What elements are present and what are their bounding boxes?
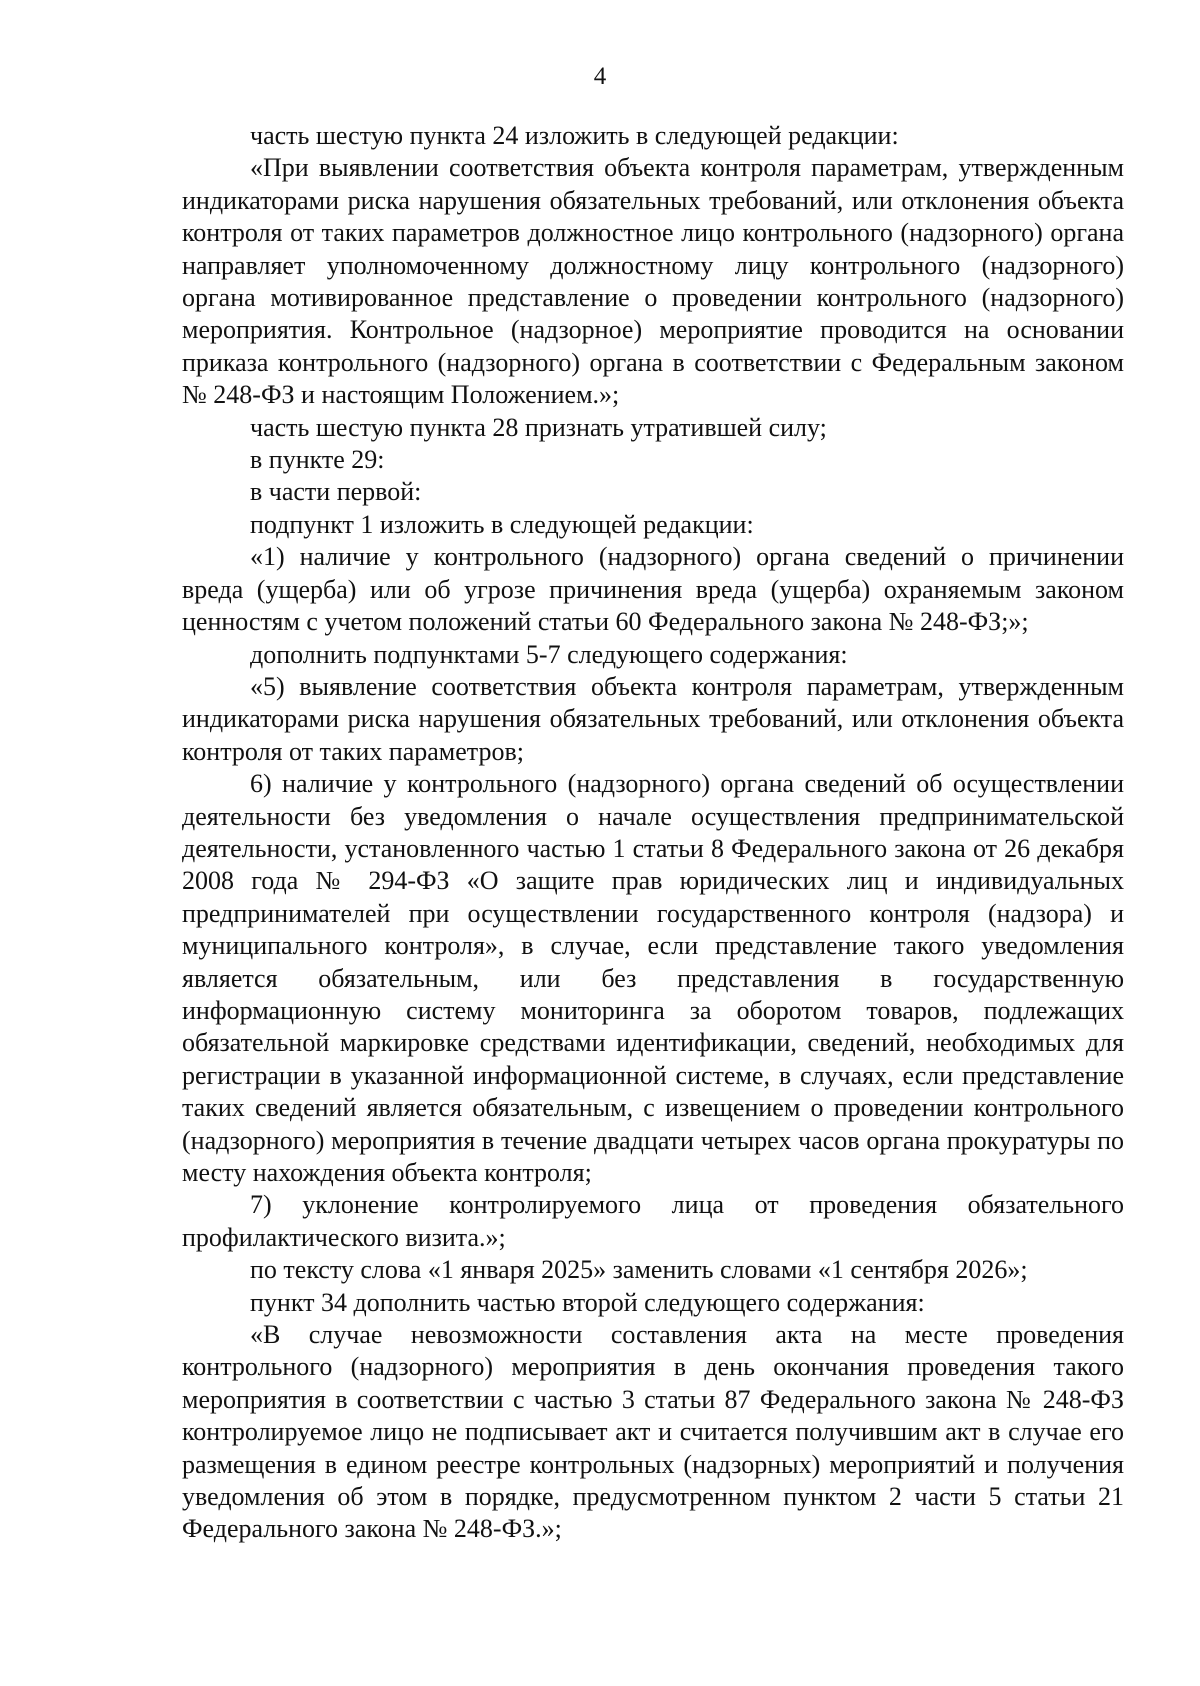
paragraph: подпункт 1 изложить в следующей редакции: — [250, 509, 754, 539]
paragraph: 7) уклонение контролируемого лица от проведения обязательного профилактического визита.»; — [182, 1190, 1124, 1252]
paragraph: по тексту слова «1 января 2025» заменить словами «1 сентября 2026»; — [250, 1255, 1028, 1285]
paragraph: в пункте 29: — [250, 445, 385, 475]
paragraph: пункт 34 дополнить частью второй следующего содержания: — [250, 1287, 925, 1317]
paragraph: «1) наличие у контрольного (надзорного) органа сведений о причинении вреда (ущерба) или об угрозе причинения вреда (ущерба) охраняемым законом ценностям с учетом положений статьи 60 Федерального закона № 248-ФЗ;»; — [182, 542, 1124, 637]
paragraph: дополнить подпунктами 5-7 следующего содержания: — [250, 639, 848, 669]
paragraph: «В случае невозможности составления акта на месте проведения контрольного (надзорного) мероприятия в день окончания проведения такого мероприятия в соответствии с частью 3 статьи 87 Федерального закона № 248-ФЗ контролируемое лицо не подписывает акт и считается получившим акт в случае его размещения в едином реестре контрольных (надзорных) мероприятий и получения уведомления об этом в порядке, предусмотренном пунктом 2 части 5 статьи 21 Федерального закона № 248-ФЗ.»; — [182, 1320, 1124, 1544]
paragraph: «5) выявление соответствия объекта контроля параметрам, утвержденным индикаторами риска нарушения обязательных требований, или отклонения объекта контроля от таких параметров; — [182, 671, 1124, 766]
paragraph: «При выявлении соответствия объекта контроля параметрам, утвержденным индикаторами риска нарушения обязательных требований, или отклонения объекта контроля от таких параметров должностное лицо контрольного (надзорного) органа направляет уполномоченному должностному лицу контрольного (надзорного) органа мотивированное представление о проведении контрольного (надзорного) мероприятия. Контрольное (надзорное) мероприятие проводится на основании приказа контрольного (надзорного) органа в соответствии с Федеральным законом № 248-ФЗ и настоящим Положением.»; — [182, 153, 1124, 410]
paragraph: в части первой: — [250, 477, 422, 507]
paragraph: часть шестую пункта 28 признать утратившей силу; — [250, 412, 827, 442]
paragraph: 6) наличие у контрольного (надзорного) органа сведений об осуществлении деятельности без уведомления о начале осуществления предпринимательской деятельности, установленного частью 1 статьи 8 Федерального закона от 26 декабря 2008 года № 294-ФЗ «О защите прав юридических лиц и индивидуальных предпринимателей при осуществлении государственного контроля (надзора) и муниципального контроля», в случае, если представление такого уведомления является обязательным, или без представления в государственную информационную систему мониторинга за оборотом товаров, подлежащих обязательной маркировке средствами идентификации, сведений, необходимых для регистрации в указанной информационной системе, в случаях, если представление таких сведений является обязательным, с извещением о проведении контрольного (надзорного) мероприятия в течение двадцати четырех часов органа прокуратуры по месту нахождения объекта контроля; — [182, 769, 1124, 1187]
paragraph: часть шестую пункта 24 изложить в следующей редакции: — [250, 121, 899, 150]
document-body — [182, 120, 1124, 1546]
page-number: 4 — [593, 63, 607, 90]
